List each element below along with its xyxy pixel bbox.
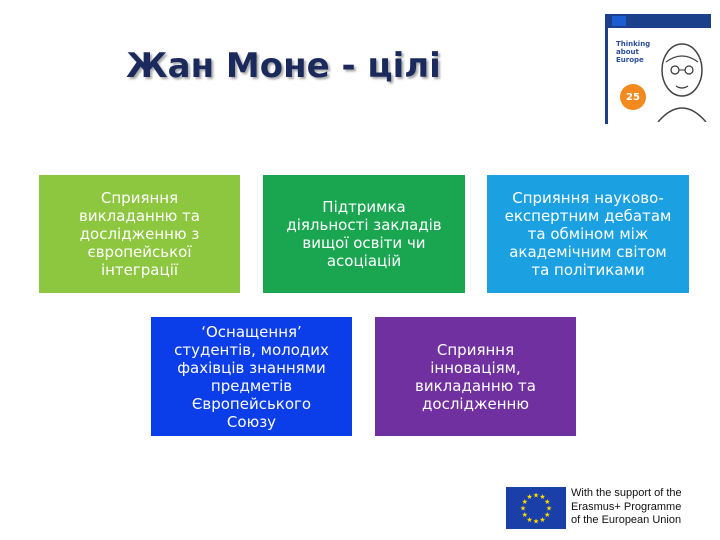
goal-line: викладанню та bbox=[415, 376, 536, 395]
eu-star-icon: ★ bbox=[532, 491, 540, 500]
logo-line: With the support of the bbox=[571, 487, 682, 499]
goal-line: інтеграції bbox=[100, 261, 179, 279]
eu-star-icon: ★ bbox=[532, 517, 540, 526]
eu-star-icon: ★ bbox=[544, 498, 551, 506]
goal-line: фахівців знаннями bbox=[177, 358, 326, 377]
goal-line: викладанню та bbox=[79, 207, 200, 225]
goal-line: ‘Оснащення’ bbox=[201, 322, 302, 341]
goal-line: Сприяння науково- bbox=[512, 189, 664, 207]
goal-line: вищої освіти чи bbox=[302, 234, 426, 252]
goal-line: академічним світом bbox=[509, 243, 667, 261]
eu-star-icon: ★ bbox=[519, 504, 527, 513]
eu-stars-icon bbox=[506, 487, 566, 529]
book-cover-flag-icon bbox=[612, 16, 626, 26]
logo-line: of the European Union bbox=[571, 514, 682, 526]
book-cover-title bbox=[616, 40, 650, 64]
goal-line: студентів, молодих bbox=[174, 340, 329, 359]
book-cover-title-line: about bbox=[616, 48, 639, 56]
goal-box-equipping-students bbox=[151, 317, 352, 436]
eu-star-icon: ★ bbox=[544, 511, 551, 519]
goal-box-institutions-support bbox=[263, 175, 465, 293]
goal-line: інноваціям, bbox=[430, 358, 521, 377]
goal-line: Підтримка bbox=[322, 198, 406, 216]
goal-line: експертним дебатам bbox=[504, 207, 672, 225]
goal-line: предметів bbox=[210, 376, 293, 395]
goal-line: діяльності закладів bbox=[286, 216, 442, 234]
eu-star-icon: ★ bbox=[521, 511, 528, 519]
erasmus-logo-text bbox=[571, 487, 682, 528]
goal-line: асоціацій bbox=[326, 252, 402, 270]
eu-flag-icon bbox=[506, 487, 566, 529]
goal-box-policy-debate bbox=[487, 175, 689, 293]
book-cover-title-line: Europe bbox=[616, 56, 644, 64]
portrait-sketch-icon bbox=[652, 32, 710, 122]
goal-line: Союзу bbox=[226, 412, 277, 431]
logo-line: Erasmus+ Programme bbox=[571, 500, 682, 513]
goal-box-text bbox=[415, 341, 536, 413]
goal-box-innovation bbox=[375, 317, 576, 436]
goal-line: Сприяння bbox=[100, 189, 179, 207]
goal-box-text bbox=[286, 198, 441, 270]
goal-line: європейської bbox=[87, 243, 192, 261]
book-cover-image bbox=[605, 14, 711, 124]
eu-star-icon: ★ bbox=[521, 498, 528, 506]
slide-title: Жан Моне - цілі bbox=[126, 46, 441, 86]
goal-box-teaching-research bbox=[39, 175, 240, 293]
eu-star-icon: ★ bbox=[526, 515, 533, 524]
goal-line: Сприяння bbox=[436, 340, 515, 359]
eu-star-icon: ★ bbox=[526, 493, 533, 502]
book-cover-title-line: Thinking bbox=[616, 40, 651, 48]
goal-line: дослідженню bbox=[422, 394, 529, 413]
eu-star-icon: ★ bbox=[539, 493, 546, 502]
eu-star-icon: ★ bbox=[539, 515, 546, 524]
goal-box-text bbox=[505, 189, 672, 279]
goal-line: дослідженню з bbox=[79, 225, 200, 243]
goal-line: та обміном між bbox=[527, 225, 649, 243]
goal-box-text bbox=[79, 189, 200, 279]
eu-star-icon: ★ bbox=[545, 504, 553, 513]
goal-box-text bbox=[174, 323, 329, 431]
anniversary-badge: 25 bbox=[620, 84, 646, 110]
goal-line: Європейського bbox=[191, 394, 312, 413]
goal-line: та політиками bbox=[531, 261, 645, 279]
